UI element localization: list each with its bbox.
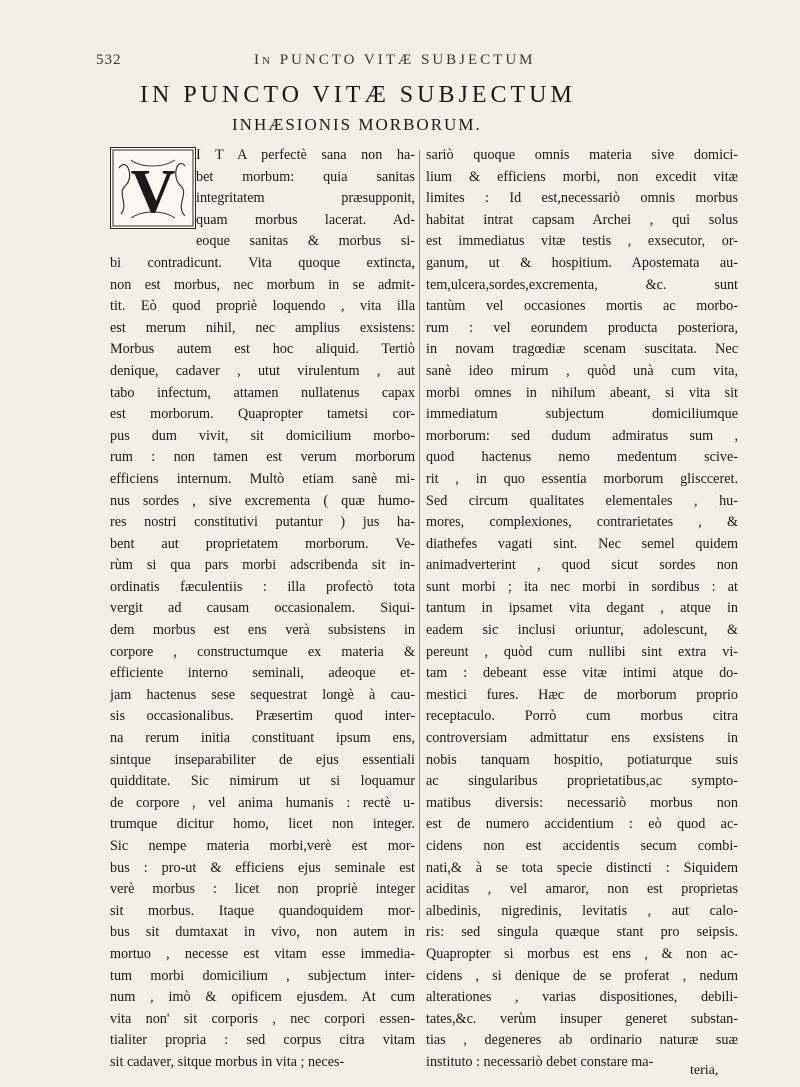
text-line: albedinis, nigredinis, levitatis , aut calo- (426, 902, 738, 919)
chapter-subtitle: INHÆSIONIS MORBORUM. (232, 115, 482, 134)
text-line: lium & efficiens morbi, non excedit vitæ (426, 168, 738, 185)
text-line: efficiens internum. Multò etiam sanè mi- (110, 470, 415, 487)
text-line: res nostri constitutivi putantur ) jus ha- (110, 514, 415, 531)
text-line: quidditate. Sic nimirum ut si loquamur (110, 773, 415, 790)
text-line: limites : Id est,necessariò omnis morbus (426, 190, 738, 207)
text-line: de corpore , vel anima humanis : rectè u- (110, 794, 415, 811)
catchword: teria, (690, 1063, 719, 1078)
text-line: controversiam admittatur ens exsistens in (426, 730, 738, 747)
text-line: num , imò & opificem ejusdem. At cum (110, 989, 415, 1006)
text-line: non est morbus, nec morbum in se admit- (110, 276, 415, 293)
text-line: mortuo , necesse est vitam esse immedia- (110, 945, 415, 962)
text-line: verè morbus : licet non propriè integer (110, 881, 415, 898)
text-line: tit. Eò quod propriè loquendo , vita illa (110, 298, 415, 315)
svg-text:V: V (130, 158, 176, 226)
page-number: 532 (96, 52, 122, 68)
text-line: vergit ad causam occasionalem. Siqui- (110, 600, 415, 617)
text-line: Sic nempe materia morbi,verè est mor- (110, 838, 415, 854)
text-line: sariò quoque omnis materia sive domici- (426, 147, 738, 163)
text-line: habitat intrat capsam Archei , qui solus (426, 211, 738, 228)
text-line: I T A perfectè sana non ha- (196, 147, 415, 163)
text-line: Morbus autem est hoc aliquid. Tertiò (110, 341, 415, 358)
text-line: bus : pro-ut & efficiens ejus seminale est (110, 859, 415, 876)
text-line: ganum, ut & hospitium. Apostemata au- (426, 254, 738, 271)
text-line: nobis tanquam hospitio, potiaturque suis (426, 751, 738, 768)
text-line: eadem sic inclusi oriuntur, adolescunt, & (426, 622, 738, 639)
text-line: est de numero accidentium : eò quod ac- (426, 816, 738, 833)
text-line: tam : debeant esse vitæ intimi atque do- (426, 665, 738, 682)
text-line: bus sit dumtaxat in vivo, non autem in (110, 924, 415, 941)
text-line: tantum in ipsamet vita degant , atque in (426, 600, 738, 617)
text-line: ac singularibus proprietatibus,ac sympto- (426, 773, 738, 790)
text-line: na rerum initia constituant ipsum ens, (110, 730, 415, 747)
text-line: sanè ideo mirum , quòd unà cum vita, (426, 362, 738, 379)
text-line: tias , degeneres ab ordinario naturæ suæ (426, 1032, 738, 1049)
text-line: corpore , constructumque ex materia & (110, 643, 415, 660)
text-line: diathefes vagati sint. Nec semel quidem (426, 535, 738, 552)
text-line: trumque dicitur homo, licet non integer. (110, 816, 415, 833)
text-line: tabo infectum, attamen nullatenus capax (110, 384, 415, 401)
text-line: est morborum. Quapropter tametsi cor- (110, 406, 415, 423)
text-line: dem morbus est ens verà subsistens in (110, 622, 415, 639)
text-line: mestici fures. Hæc de morborum proprio (426, 686, 738, 703)
text-line: tum morbi domicilium , subjectum inter- (110, 967, 415, 984)
text-line: tialiter propria : sed corpus citra vitam (110, 1032, 415, 1049)
text-line: alterationes , varias dispositiones, debili- (426, 989, 738, 1006)
text-line: rit , in quo essentia morborum gliscceret. (426, 470, 738, 487)
text-line: sintque inseparabiliter de ejus essentiali (110, 751, 415, 768)
text-line: tantùm vel occasiones mortis ac morbo- (426, 298, 738, 315)
text-line: matibus diversis: necessariò morbus non (426, 794, 738, 811)
text-line: tem,ulcera,sordes,excrementa, &c. sunt (426, 276, 738, 293)
text-line: ordinatis fæculentiis : illa profectò tota (110, 578, 415, 595)
text-line: instituto : necessariò debet constare ma- (426, 1053, 654, 1070)
text-line: sit morbus. Itaque quandoquidem mor- (110, 902, 415, 919)
text-line: morbi omnes in nihilum abeant, si vita sit (426, 384, 738, 401)
text-line: receptaculo. Porrò cum morbus citra (426, 708, 738, 725)
text-line: denique, cadaver , utut virulentum , aut (110, 362, 415, 379)
text-line: bent aut proprietatem morborum. Ve- (110, 535, 415, 552)
text-line: pereunt , quòd cum nullibi sint extra vi- (426, 643, 738, 660)
text-line: jam hactenus sese sequestrat longè à cau- (110, 686, 415, 703)
text-line: quod hactenus nemo medentum scive- (426, 449, 738, 466)
text-line: ris: sed singula quæque stant pro seipsis. (426, 924, 738, 941)
text-line: nus sordes , sive excrementa ( quæ humo- (110, 492, 415, 509)
text-line: immediatum subjectum domiciliumque (426, 406, 738, 423)
chapter-title: IN PUNCTO VITÆ SUBJECTUM (140, 82, 576, 108)
text-line: efficiente interno seminali, adeoque et- (110, 665, 415, 682)
text-line: bet morbum: quia sanitas (196, 168, 415, 185)
text-line: integritatem præsupponit, (196, 190, 415, 207)
text-line: vita non' sit corporis , nec corpori essen- (110, 1010, 415, 1027)
text-line: pus dum vivit, sit domicilium morbo- (110, 427, 415, 444)
text-line: sunt morbi ; ita nec morbi in sordibus : at (426, 578, 738, 595)
text-line: est merum nihil, nec amplius exsistens: (110, 319, 415, 336)
text-line: nati,& à se tota specie distincti : Siquidem (426, 859, 738, 876)
text-line: rum : vel eorundem producta posteriora, (426, 319, 738, 336)
column-divider (419, 150, 420, 920)
text-line: rum : non tamen est verum morborum (110, 449, 415, 466)
text-line: aciditas , vel amaror, non est proprietas (426, 881, 738, 898)
text-line: cidens non est accidentis secum combi- (426, 838, 738, 854)
text-line: cidens , si denique de se proferat , nedum (426, 967, 738, 984)
text-line: bi contradicunt. Vita quoque extincta, (110, 254, 415, 271)
text-line: mores, complexiones, contrarietates , & (426, 514, 738, 531)
text-line: morborum: sed dudum admiratus sum , (426, 427, 738, 444)
left-text-column (110, 145, 415, 1074)
text-line: in novam tragœdiæ scenam suscitata. Nec (426, 341, 738, 358)
running-title: In PUNCTO VITÆ SUBJECTUM (254, 52, 536, 68)
text-line: sis occasionalibus. Præsertim quod inter- (110, 708, 415, 725)
text-line: Sed circum qualitates elementales , hu- (426, 492, 738, 509)
text-line: tates,&c. verùm insuper generet substan- (426, 1010, 738, 1027)
text-line: eoque sanitas & morbus si- (196, 233, 415, 250)
text-line: sit cadaver, sitque morbus in vita ; neces- (110, 1053, 345, 1070)
right-text-column (426, 145, 738, 1074)
text-line: est immediatus vitæ testis , exsecutor, or- (426, 233, 738, 250)
text-line: Quapropter si morbus est ens , & non ac- (426, 945, 738, 962)
text-line: quam morbus lacerat. Ad- (196, 211, 415, 228)
text-line: animadverterint , quod sicut sordes non (426, 557, 738, 574)
text-line: rùm si qua pars morbi adscribenda sit in- (110, 557, 415, 574)
